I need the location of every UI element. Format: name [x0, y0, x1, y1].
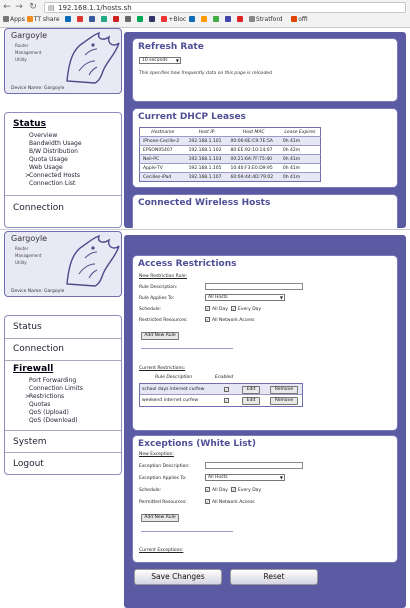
- nav-current-marker: >: [25, 393, 31, 400]
- nav-qos-upload[interactable]: QoS (Upload): [29, 409, 69, 416]
- bookmark-favicon-icon: [125, 16, 131, 22]
- bookmarks-bar: [0, 15, 410, 27]
- nav-divider: [5, 430, 121, 431]
- rule-description-input[interactable]: [205, 283, 303, 290]
- exceptions-heading: Exceptions (White List): [138, 439, 256, 449]
- nav-connection-limits[interactable]: Connection Limits: [29, 385, 83, 392]
- access-restrictions-section: [132, 255, 398, 431]
- dhcp-leases-section: [132, 108, 398, 188]
- refresh-rate-heading: Refresh Rate: [138, 42, 204, 52]
- restriction-enabled-checkbox[interactable]: ✓: [225, 387, 229, 392]
- content-area: [124, 32, 406, 228]
- dhcp-cell: 0h 41m: [280, 164, 321, 173]
- exception-description-input[interactable]: [205, 462, 303, 469]
- nav-current-marker: >: [25, 172, 31, 179]
- nav-web-usage[interactable]: Web Usage: [29, 164, 63, 171]
- dhcp-leases-heading: Current DHCP Leases: [138, 112, 246, 122]
- bookmark-item[interactable]: [65, 16, 72, 23]
- gargoyle-logo-icon: [59, 234, 121, 288]
- col-enabled: Enabled: [215, 375, 234, 380]
- nav-bandwidth-usage[interactable]: Bandwidth Usage: [29, 140, 82, 147]
- bookmark-item[interactable]: [249, 16, 283, 23]
- section-divider: [141, 348, 233, 349]
- device-name: Device Name: Gargoyle: [11, 289, 65, 294]
- all-network-label: All Network Access: [212, 318, 255, 323]
- restriction-enabled-checkbox[interactable]: ✓: [225, 398, 229, 403]
- bookmark-item[interactable]: [161, 16, 186, 23]
- dropdown-arrow-icon: ▼: [279, 475, 283, 480]
- bookmark-favicon-icon: [137, 16, 143, 22]
- section-divider: [141, 531, 233, 532]
- forward-arrow-icon[interactable]: →: [15, 2, 23, 12]
- dhcp-cell: iPhone-Cecille-2: [140, 137, 186, 146]
- all-day-checkbox[interactable]: ✓: [206, 306, 210, 311]
- nav-bw-distribution[interactable]: B/W Distribution: [29, 148, 78, 155]
- bookmark-item[interactable]: [137, 16, 144, 23]
- nav-quota-usage[interactable]: Quota Usage: [29, 156, 68, 163]
- dhcp-column-header: Host MAC: [242, 129, 265, 135]
- screenshot-divider: [0, 229, 410, 230]
- dhcp-cell: 10:40:F3:E0:D9:95: [228, 164, 280, 173]
- bookmark-item[interactable]: [225, 16, 232, 23]
- nav-connection-list[interactable]: Connection List: [29, 180, 76, 187]
- dhcp-column-header: Lease Expires: [284, 129, 316, 135]
- new-exception-label: New Exception:: [139, 452, 174, 457]
- exception-applies-select[interactable]: All Hosts ▼: [205, 474, 285, 481]
- remove-button[interactable]: Remove: [270, 386, 298, 394]
- dhcp-column-header: Hostname: [151, 129, 175, 135]
- bookmark-favicon-icon: [161, 16, 167, 22]
- refresh-rate-section: [132, 38, 398, 102]
- table-row: [140, 164, 321, 173]
- bookmark-label: +Bloc: [168, 16, 187, 23]
- table-row: [140, 146, 321, 155]
- page-icon: ▤: [48, 4, 55, 12]
- nav-divider: [5, 360, 121, 361]
- screenshot-connected-hosts: [0, 28, 410, 228]
- dhcp-cell: 0h 41m: [280, 137, 321, 146]
- every-day-label: Every Day: [238, 307, 262, 312]
- table-row: [140, 173, 321, 182]
- bookmark-item[interactable]: [113, 16, 120, 23]
- wireless-hosts-section: [132, 194, 398, 228]
- every-day-checkbox[interactable]: ✓: [232, 306, 236, 311]
- refresh-rate-note: This specifies how frequently data on this page is reloaded: [139, 71, 272, 76]
- dhcp-cell: 0h 41m: [280, 155, 321, 164]
- exceptions-section: [132, 435, 398, 563]
- bookmark-item[interactable]: [101, 16, 108, 23]
- bookmark-label: Stratford: [255, 16, 283, 23]
- schedule-label: Schedule:: [139, 488, 162, 493]
- bookmark-item[interactable]: [291, 16, 307, 23]
- dropdown-arrow-icon: ▼: [175, 58, 179, 63]
- dhcp-cell: 192.168.1.102: [186, 146, 228, 155]
- dhcp-cell: 0h 41m: [280, 173, 321, 182]
- bookmark-item[interactable]: [201, 16, 208, 23]
- all-network-checkbox[interactable]: ✓: [206, 499, 210, 504]
- every-day-label: Every Day: [238, 488, 262, 493]
- table-row: [140, 395, 302, 406]
- restrictions-table: [139, 383, 303, 407]
- nav-overview[interactable]: Overview: [29, 132, 58, 139]
- restricted-resources-label: Restricted Resources:: [139, 318, 188, 323]
- save-changes-button[interactable]: Save Changes: [134, 569, 222, 585]
- bookmark-favicon-icon: [77, 16, 83, 22]
- edit-button[interactable]: Edit: [242, 386, 260, 394]
- nav-connection[interactable]: Connection: [13, 344, 64, 354]
- col-rule-description: Rule Description: [155, 375, 193, 380]
- screenshot-restrictions: [0, 231, 410, 608]
- edit-button[interactable]: Edit: [242, 397, 260, 405]
- add-new-exception-button[interactable]: Add New Rule: [141, 514, 179, 522]
- restriction-description: school days internet curfew: [142, 387, 205, 392]
- bookmark-item[interactable]: [89, 16, 96, 23]
- table-row: [140, 155, 321, 164]
- all-network-checkbox[interactable]: ✓: [206, 317, 210, 322]
- brand-title: Gargoyle: [11, 234, 48, 243]
- dhcp-column-header: Host IP: [198, 129, 215, 135]
- nav-firewall[interactable]: Firewall: [13, 364, 54, 374]
- dhcp-cell: EPSON05407: [140, 146, 186, 155]
- rule-applies-label: Rule Applies To:: [139, 296, 175, 301]
- dhcp-cell: 60:69:44:4D:79:02: [228, 173, 280, 182]
- nav-divider: [5, 195, 121, 196]
- dhcp-leases-table: [139, 127, 321, 182]
- nav-connected-hosts[interactable]: Connected Hosts: [29, 172, 81, 179]
- exception-description-label: Exception Description:: [139, 464, 190, 469]
- dhcp-cell: Neil-PC: [140, 155, 186, 164]
- brand-sub: Management: [15, 253, 42, 258]
- nav-divider: [5, 338, 121, 339]
- permitted-resources-label: Permitted Resources:: [139, 500, 187, 505]
- bookmark-favicon-icon: [65, 16, 71, 22]
- bookmark-item[interactable]: [27, 16, 60, 23]
- dhcp-cell: 192.168.1.103: [186, 155, 228, 164]
- nav-connection[interactable]: Connection: [13, 203, 64, 213]
- bookmark-favicon-icon: [3, 16, 9, 22]
- brand-sub: Utility: [15, 260, 27, 265]
- dhcp-cell: 192.168.1.105: [186, 164, 228, 173]
- current-exceptions-label: Current Exceptions:: [139, 548, 184, 553]
- every-day-checkbox[interactable]: ✓: [232, 487, 236, 492]
- bookmark-item[interactable]: [125, 16, 132, 23]
- bookmark-favicon-icon: [201, 16, 207, 22]
- brand-title: Gargoyle: [11, 31, 48, 40]
- add-new-rule-button[interactable]: Add New Rule: [141, 332, 179, 340]
- table-row: [140, 384, 302, 395]
- current-restrictions-label: Current Restrictions:: [139, 366, 186, 371]
- exception-applies-label: Exception Applies To:: [139, 476, 187, 481]
- brand-sub: Router: [15, 43, 29, 48]
- brand-sub: Router: [15, 246, 29, 251]
- remove-button[interactable]: Remove: [270, 397, 298, 405]
- bookmark-favicon-icon: [113, 16, 119, 22]
- bookmark-favicon-icon: [225, 16, 231, 22]
- all-day-checkbox[interactable]: ✓: [206, 487, 210, 492]
- brand-sub: Management: [15, 50, 42, 55]
- bookmark-favicon-icon: [237, 16, 243, 22]
- all-day-label: All Day: [212, 307, 228, 312]
- dhcp-cell: 00:00:6E:C9:7E:5A: [228, 137, 280, 146]
- sidebar-nav: [4, 315, 122, 475]
- brand-logo-area: [4, 28, 122, 94]
- device-name: Device Name: Gargoyle: [11, 86, 65, 91]
- bookmark-label: offi: [298, 16, 308, 23]
- nav-status[interactable]: Status: [13, 119, 46, 129]
- wireless-hosts-heading: Connected Wireless Hosts: [138, 198, 271, 208]
- reload-icon[interactable]: ↻: [29, 2, 37, 12]
- dhcp-cell: 192.168.1.101: [186, 137, 228, 146]
- bookmark-favicon-icon: [249, 16, 255, 22]
- content-area: [124, 235, 406, 608]
- gargoyle-logo-icon: [59, 31, 121, 85]
- nav-divider: [5, 452, 121, 453]
- restriction-description: weekend internet curfew: [142, 398, 199, 403]
- rule-description-label: Rule Description:: [139, 285, 178, 290]
- new-rule-label: New Restriction Rule:: [139, 274, 187, 279]
- all-network-label: All Network Access: [212, 500, 255, 505]
- nav-quotas[interactable]: Quotas: [29, 401, 51, 408]
- dhcp-cell: 80:EE:92:10:14:07: [228, 146, 280, 155]
- sidebar-nav: [4, 112, 122, 228]
- bookmark-favicon-icon: [89, 16, 95, 22]
- bookmark-label: TT share: [33, 16, 60, 23]
- bookmark-favicon-icon: [27, 16, 33, 22]
- brand-sub: Utility: [15, 57, 27, 62]
- nav-logout[interactable]: Logout: [13, 459, 44, 469]
- reset-button[interactable]: Reset: [230, 569, 318, 585]
- bookmark-label: Apps: [10, 16, 25, 23]
- dropdown-arrow-icon: ▼: [279, 295, 283, 300]
- bookmark-favicon-icon: [291, 16, 297, 22]
- bookmark-item[interactable]: [213, 16, 220, 23]
- dhcp-cell: 00:21:6A:7F:75:40: [228, 155, 280, 164]
- bookmark-favicon-icon: [149, 16, 155, 22]
- back-arrow-icon[interactable]: ←: [3, 2, 11, 12]
- nav-qos-download[interactable]: QoS (Download): [29, 417, 78, 424]
- dhcp-cell: Apple-TV: [140, 164, 186, 173]
- bookmark-item[interactable]: [149, 16, 156, 23]
- dhcp-cell: 0h 42m: [280, 146, 321, 155]
- access-restrictions-heading: Access Restrictions: [138, 259, 237, 269]
- bookmark-item[interactable]: [3, 16, 25, 23]
- bookmark-favicon-icon: [101, 16, 107, 22]
- table-row: [140, 137, 321, 146]
- bookmark-item[interactable]: [189, 16, 196, 23]
- nav-status[interactable]: Status: [13, 322, 42, 332]
- brand-logo-area: [4, 231, 122, 297]
- address-bar[interactable]: [44, 2, 406, 13]
- refresh-rate-select[interactable]: 10 seconds ▼: [139, 57, 181, 64]
- bookmark-item[interactable]: [77, 16, 84, 23]
- schedule-label: Schedule:: [139, 307, 162, 312]
- nav-port-forwarding[interactable]: Port Forwarding: [29, 377, 77, 384]
- all-day-label: All Day: [212, 488, 228, 493]
- bookmark-favicon-icon: [189, 16, 195, 22]
- dhcp-cell: Cecilles-iPad: [140, 173, 186, 182]
- bookmark-item[interactable]: [237, 16, 244, 23]
- nav-system[interactable]: System: [13, 437, 47, 447]
- rule-applies-select[interactable]: All Hosts ▼: [205, 294, 285, 301]
- nav-restrictions[interactable]: Restrictions: [29, 393, 65, 400]
- bookmark-favicon-icon: [213, 16, 219, 22]
- url-text: 192.168.1.1/hosts.sh: [58, 4, 132, 12]
- dhcp-cell: 192.168.1.107: [186, 173, 228, 182]
- browser-chrome: [0, 0, 410, 28]
